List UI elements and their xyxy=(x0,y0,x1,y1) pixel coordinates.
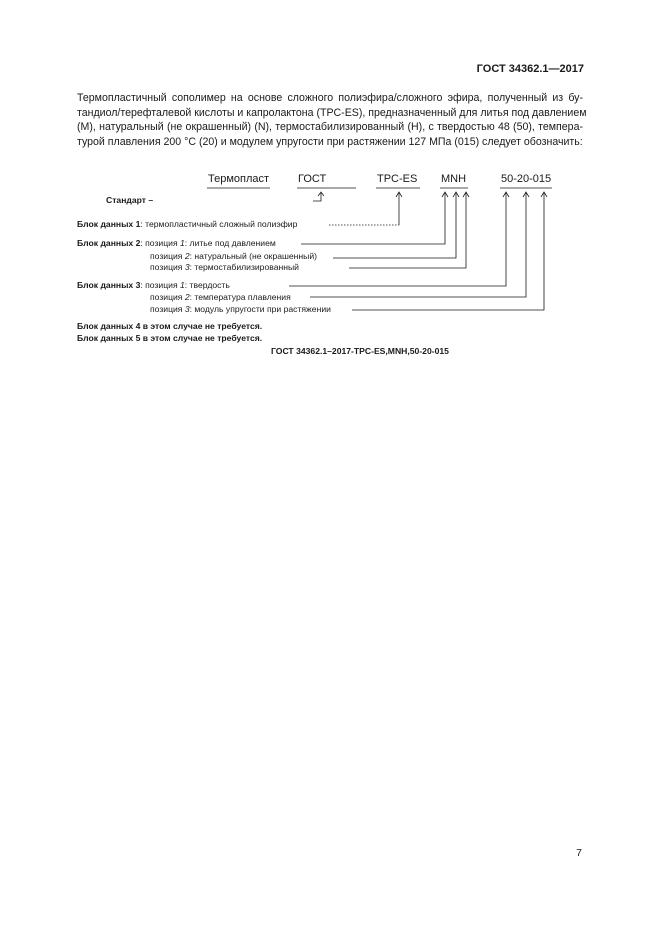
block3-pos3-legend: позиция 3: модуль упругости при растяжении xyxy=(150,304,331,314)
block5-note: Блок данных 5 в этом случае не требуется. xyxy=(77,333,263,343)
intro-line: тандиол/терефталевой кислоты и капролактона (TPC-ES), предназначенный для литья под давлением xyxy=(77,106,587,119)
designation-part-tpc-es: TPC-ES xyxy=(377,173,418,185)
document-code-header: ГОСТ 34362.1—2017 xyxy=(476,63,584,75)
result-designation: ГОСТ 34362.1–2017-TPC-ES,MNH,50-20-015 xyxy=(271,346,449,356)
connector-block2-pos3 xyxy=(349,193,466,268)
designation-part-numbers: 50-20-015 xyxy=(501,173,552,185)
block2-title: Блок данных 2 xyxy=(77,238,141,248)
intro-line: (M), натуральный (не окрашенный) (N), термостабилизированный (H), с твердостью 48 (50), темпера- xyxy=(77,121,583,133)
block2-pos3-legend: позиция 3: термостабилизированный xyxy=(150,262,299,272)
designation-part-thermoplast: Термопласт xyxy=(208,173,270,185)
connector-block2-pos1 xyxy=(301,193,445,244)
block3-pos2-legend: позиция 2: температура плавления xyxy=(150,292,291,302)
block2-pos2-legend: позиция 2: натуральный (не окрашенный) xyxy=(150,251,318,261)
connector-block3-pos3 xyxy=(352,193,544,310)
block4-note: Блок данных 4 в этом случае не требуется. xyxy=(77,321,263,331)
block1-legend xyxy=(77,219,297,229)
block1-title: Блок данных 1 xyxy=(77,219,141,229)
designation-part-mnh: MNH xyxy=(441,173,467,185)
block1-text: : термопластичный сложный полиэфир xyxy=(140,219,298,229)
block3-title: Блок данных 3 xyxy=(77,280,141,290)
block3-pos1-legend: Блок данных 3: позиция 1: твердость xyxy=(77,280,230,290)
connector-block2-pos2 xyxy=(333,193,456,258)
page-number: 7 xyxy=(576,847,582,859)
intro-line: турой плавления 200 °С (20) и модулем упругости при растяжении 127 МПа (015) следует обозначить: xyxy=(77,135,583,148)
intro-line: Термопластичный сополимер на основе сложного полиэфира/сложного эфира, полученный из бу- xyxy=(77,92,583,104)
block2-pos1-legend: Блок данных 2: позиция 1: литье под давлением xyxy=(77,238,276,248)
connector-block3-pos1 xyxy=(289,193,506,286)
connector-block3-pos2 xyxy=(310,193,526,297)
standard-label: Стандарт – xyxy=(106,195,154,205)
designation-part-gost: ГОСТ xyxy=(298,173,327,185)
